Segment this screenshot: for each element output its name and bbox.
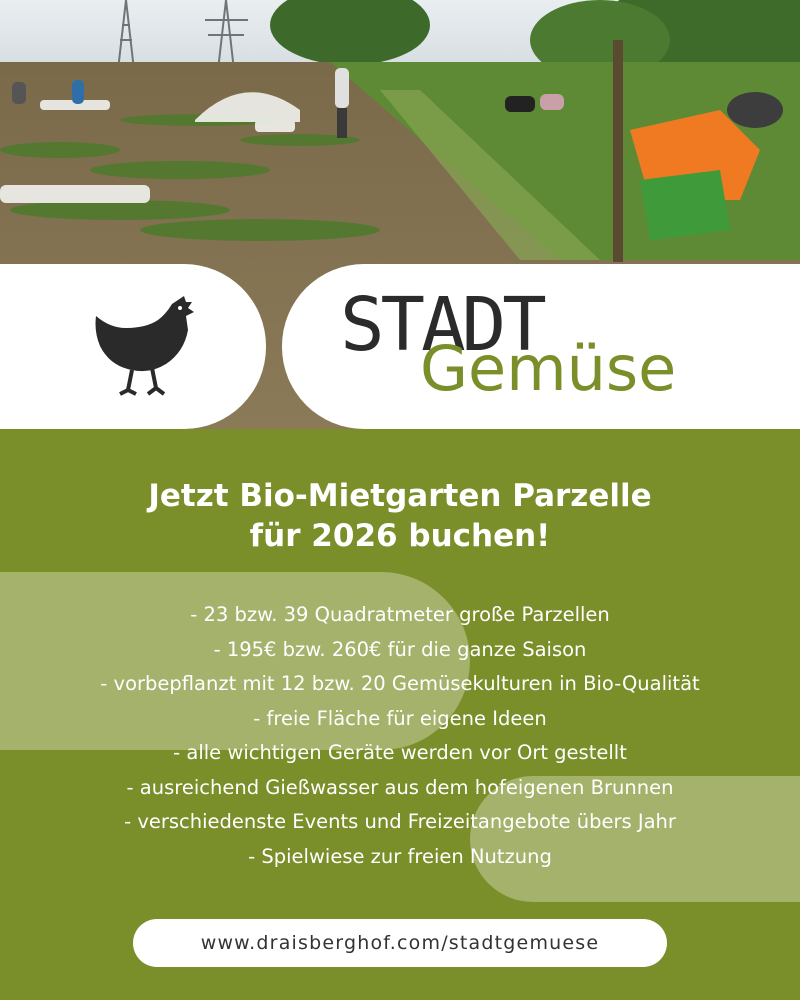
headline-line-1: Jetzt Bio-Mietgarten Parzelle bbox=[148, 478, 652, 514]
list-item: - 195€ bzw. 260€ für die ganze Saison bbox=[213, 637, 587, 661]
headline bbox=[0, 476, 800, 556]
list-item: - alle wichtigen Geräte werden vor Ort gestellt bbox=[173, 741, 627, 764]
list-item: - freie Fläche für eigene Ideen bbox=[253, 706, 547, 730]
headline-line-2: für 2026 buchen! bbox=[249, 518, 551, 554]
list-item: - vorbepflanzt mit 12 bzw. 20 Gemüsekulturen in Bio-Qualität bbox=[100, 672, 700, 695]
list-item: - ausreichend Gießwasser aus dem hofeigenen Brunnen bbox=[126, 775, 674, 799]
feature-list bbox=[0, 598, 800, 874]
website-link[interactable]: www.draisberghof.com/stadtgemuese bbox=[133, 919, 667, 967]
list-item: - Spielwiese zur freien Nutzung bbox=[248, 844, 552, 868]
logo-word-stadt: STADT bbox=[340, 282, 543, 368]
list-item: - verschiedenste Events und Freizeitangebote übers Jahr bbox=[124, 810, 676, 833]
list-item: - 23 bzw. 39 Quadratmeter große Parzellen bbox=[190, 603, 610, 626]
logo-word-gemuese: Gemüse bbox=[420, 332, 677, 405]
hen-icon bbox=[92, 294, 196, 400]
